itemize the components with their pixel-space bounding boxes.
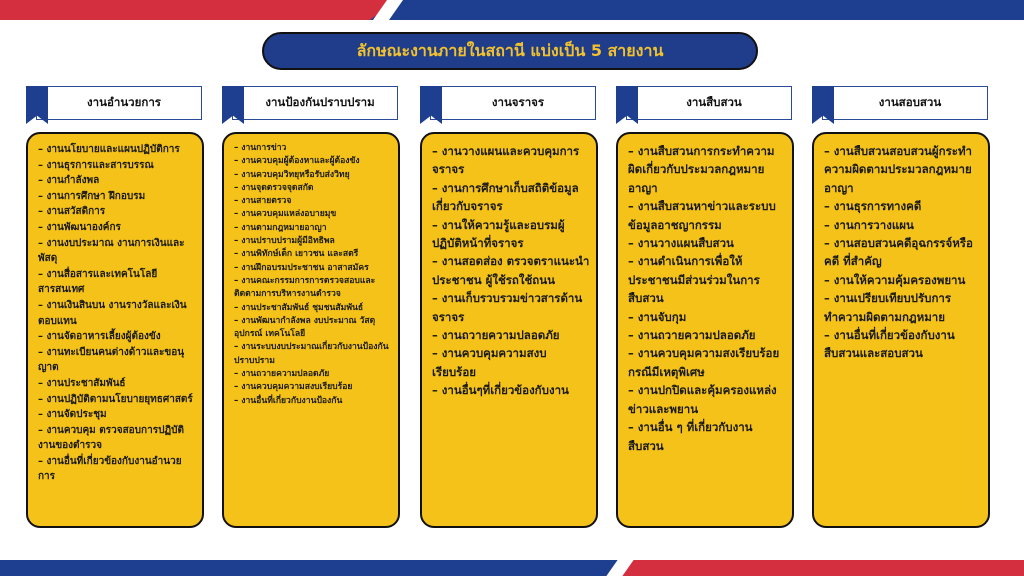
column-card [812,132,990,528]
list-item: – งานการศึกษาเก็บสถิติข้อมูลเกี่ยวกับจราจร [432,180,579,214]
column-card [616,132,794,528]
list-item: – งานอื่นๆที่เกี่ยวข้องกับงาน [432,383,569,398]
column-header-label: งานจราจร [430,86,596,120]
list-item: – งานธุรการทางคดี [824,199,922,214]
list-item: – งานควบคุมความสงบเรียบร้อย [432,346,547,379]
list-item: – งานปราบปรามผู้มีอิทธิพล [234,236,335,247]
column-traffic [420,84,598,398]
list-item: – งานควบคุม ตรวจสอบการปฏิบัติงานของตำรวจ [38,424,184,452]
column-administration [26,84,204,483]
list-item: – งานจัดประชุม [38,409,107,421]
column-header [222,84,400,124]
item-list [38,142,196,485]
list-item: – งานจุดตรวจจุดสกัด [234,182,314,193]
column-crime-prevention [222,84,400,406]
list-item: – งานงบประมาณ งานการเงินและพัสดุ [38,237,185,265]
column-header [26,84,204,124]
item-list [628,142,786,455]
list-item: – งานเปรียบเทียบปรับการทำความผิดตามกฎหมาย [824,291,952,324]
list-item: – งานควบคุมวิทยุหรือรับส่งวิทยุ [234,169,350,180]
list-item: – งานปฏิบัติตามนโยบายยุทธศาสตร์ [38,393,193,405]
column-header-label: งานสืบสวน [626,86,792,120]
column-card [420,132,598,528]
list-item: – งานอื่นที่เกี่ยวข้องกับงานอำนวยการ [38,455,182,483]
list-item: – งานถวายความปลอดภัย [234,369,330,380]
list-item: – งานสืบสวนหาข่าวและระบบข้อมูลอาชญากรรม [628,199,776,232]
list-item: – งานให้ความคุ้มครองพยาน [824,272,966,287]
list-item: – งานควบคุมความสงบเรียบร้อย [234,382,353,393]
list-item: – งานอื่นที่เกี่ยวกับงานป้องกัน [234,395,343,406]
page-title: ลักษณะงานภายในสถานี แบ่งเป็น 5 สายงาน [262,32,758,70]
list-item: – งานอื่น ๆ ที่เกี่ยวกับงานสืบสวน [628,420,753,453]
top-red-stripe [0,0,390,20]
list-item: – งานทะเบียนคนต่างด้าวและขอนุญาต [38,346,185,374]
list-item: – งานสอบสวนคดีอุฉกรรจ์หรือคดี ที่สำคัญ [824,236,973,269]
list-item: – งานควบคุมผู้ต้องหาและผู้ต้องขัง [234,156,360,167]
column-header-label: งานอำนวยการ [36,86,202,120]
list-item: – งานสืบสวนการกระทำความผิดเกี่ยวกับประมวลกฎหมายอาญา [628,144,775,195]
list-item: – งานเงินสินบน งานรางวัลและเงินตอบแทน [38,299,187,327]
column-header [812,84,990,124]
list-item: – งานสืบสวนสอบสวนผู้กระทำความผิดตามประมวลกฎหมายอาญา [824,144,973,195]
item-list [234,142,392,408]
bottom-blue-stripe [0,560,640,576]
list-item: – งานคณะกรรมการการตรวจสอบและติดตามการบริหารงานตำรวจ [234,275,376,300]
column-inquiry [812,84,990,361]
list-item: – งานสวัสดิการ [38,206,106,218]
list-item: – งานการศึกษา ฝึกอบรม [38,190,146,202]
list-item: – งานนโยบายและแผนปฏิบัติการ [38,144,180,155]
list-item: – งานพิทักษ์เด็ก เยาวชน และสตรี [234,249,359,260]
column-header [420,84,598,124]
list-item: – งานปกปิดและคุ้มครองแหล่งข่าวและพยาน [628,383,777,416]
column-header-label: งานป้องกันปราบปราม [232,86,398,120]
list-item: – งานวางแผนและควบคุมการจราจร [432,144,580,177]
list-item: – งานสายตรวจ [234,196,292,207]
column-investigation [616,84,794,453]
list-item: – งานดำเนินการเพื่อให้ประชาชนมีส่วนร่วมในการสืบสวน [628,254,760,306]
list-item: – งานธุรการและสารบรรณ [38,159,154,171]
column-header [616,84,794,124]
list-item: – งานเก็บรวบรวมข่าวสารด้านจราจร [432,291,583,324]
list-item: – งานจับกุม [628,309,687,324]
list-item: – งานอื่นที่เกี่ยวข้องกับงานสืบสวนและสอบสวน [824,328,955,361]
list-item: – งานการวางแผน [824,217,914,232]
list-item: – งานวางแผนสืบสวน [628,236,734,251]
list-item: – งานสื่อสารและเทคโนโลยีสารสนเทศ [38,268,158,296]
item-list [432,142,590,400]
list-item: – งานกำลังพล [38,175,100,187]
list-item: – งานควบคุมความสงเรียบร้อย กรณีมีเหตุพิเศษ [628,346,780,379]
column-header-label: งานสอบสวน [822,86,988,120]
list-item: – งานประชาสัมพันธ์ ชุมชนสัมพันธ์ [234,302,364,313]
list-item: – งานตามกฎหมายอาญา [234,222,327,233]
column-card [222,132,400,528]
list-item: – งานจัดอาหารเลี้ยงผู้ต้องขัง [38,331,161,343]
list-item: – งานควบคุมแหล่งอบายมุข [234,209,337,220]
list-item: – งานระบบงบประมาณเกี่ยวกับงานป้องกันปราบปราม [234,342,389,366]
top-blue-stripe [370,0,1024,20]
list-item: – งานถวายความปลอดภัย [432,328,560,343]
list-item: – งานถวายความปลอดภัย [628,328,756,343]
list-item: – งานพัฒนาองค์กร [38,221,121,233]
column-card [26,132,204,528]
list-item: – งานประชาสัมพันธ์ [38,377,126,389]
item-list [824,142,982,363]
list-item: – งานให้ความรู้และอบรมผู้ปฏิบัติหน้าที่จราจร [432,217,565,251]
list-item: – งานฝึกอบรมประชาชน อาสาสมัคร [234,262,369,273]
list-item: – งานการข่าว [234,143,287,153]
bottom-red-stripe [622,560,1024,576]
list-item: – งานพัฒนากำลังพล งบประมาณ วัสดุ อุปกรณ์ เทคโนโลยี [234,315,376,340]
list-item: – งานสอดส่อง ตรวจตราแนะนำประชาชน ผู้ใช้รถใช้ถนน [432,254,590,287]
